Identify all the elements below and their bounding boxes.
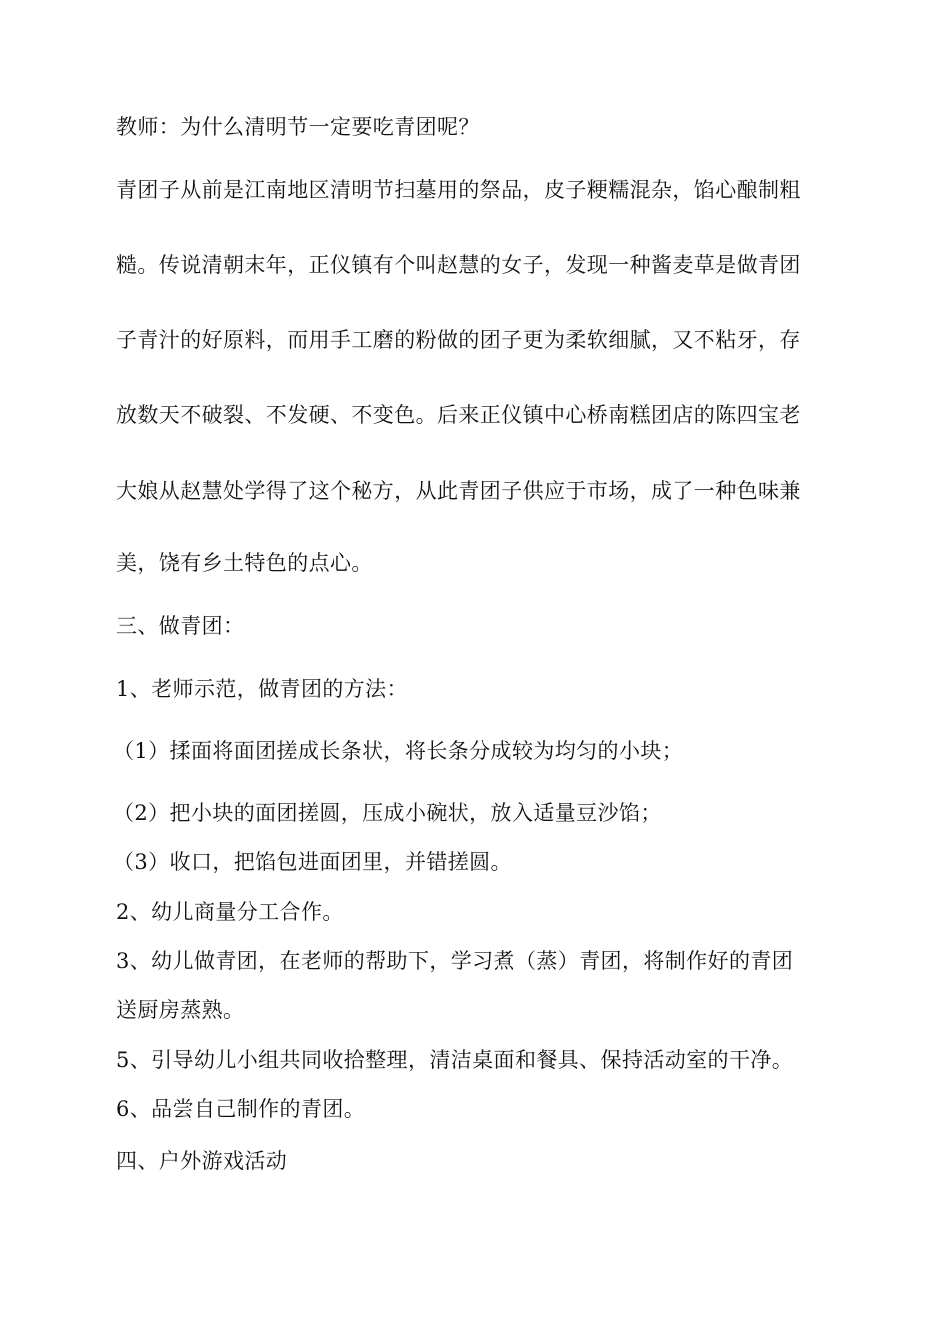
list-item: 2、幼儿商量分工合作。 (116, 900, 344, 924)
sub-list-item: （1）揉面将面团搓成长条状，将长条分成较为均匀的小块； (113, 739, 684, 763)
list-item: 3、幼儿做青团，在老师的帮助下，学习煮（蒸）青团，将制作好的青团 (116, 949, 794, 973)
paragraph-line: 糙。传说清朝末年，正仪镇有个叫赵慧的女子，发现一种酱麦草是做青团 (116, 253, 801, 277)
list-item-continuation: 送厨房蒸熟。 (116, 998, 245, 1022)
paragraph-line: 子青汁的好原料，而用手工磨的粉做的团子更为柔软细腻，又不粘牙，存 (116, 328, 801, 352)
sub-list-item: （3）收口，把馅包进面团里，并错搓圆。 (113, 850, 512, 874)
paragraph-line: 大娘从赵慧处学得了这个秘方，从此青团子供应于市场，成了一种色味兼 (116, 479, 801, 503)
paragraph-line: 美，饶有乡土特色的点心。 (116, 551, 373, 575)
paragraph-line: 青团子从前是江南地区清明节扫墓用的祭品，皮子粳糯混杂，馅心酿制粗 (116, 178, 801, 202)
list-item: 6、品尝自己制作的青团。 (116, 1097, 366, 1121)
paragraph-line: 放数天不破裂、不发硬、不变色。后来正仪镇中心桥南糕团店的陈四宝老 (116, 403, 801, 427)
section-heading: 三、做青团： (116, 614, 245, 638)
list-item: 5、引导幼儿小组共同收拾整理，清洁桌面和餐具、保持活动室的干净。 (116, 1048, 794, 1072)
dialogue-question: 教师：为什么清明节一定要吃青团呢？ (116, 115, 480, 139)
section-heading: 四、户外游戏活动 (116, 1149, 288, 1173)
list-item: 1、老师示范，做青团的方法： (116, 677, 408, 701)
sub-list-item: （2）把小块的面团搓圆，压成小碗状，放入适量豆沙馅； (113, 801, 662, 825)
